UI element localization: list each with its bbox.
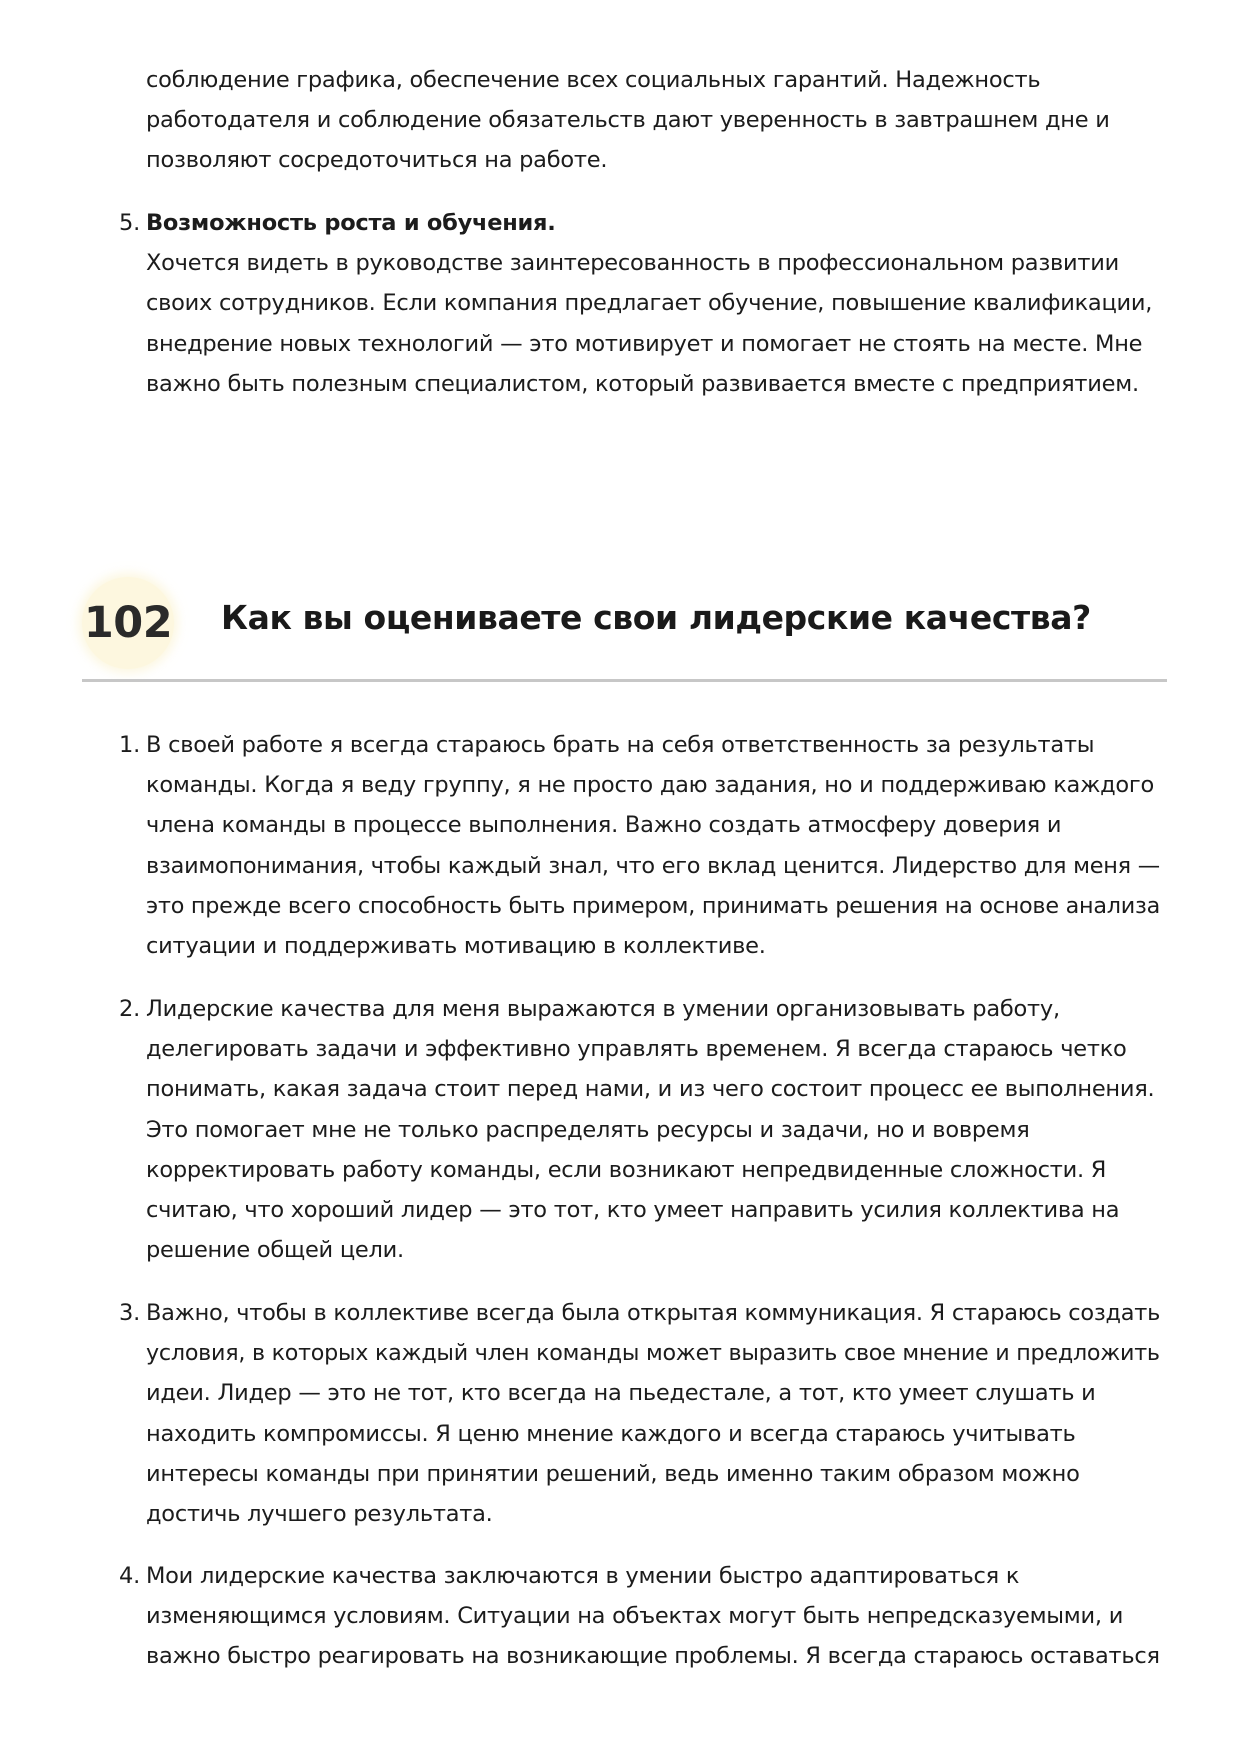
list-item-heading: Возможность роста и обучения. (146, 210, 556, 236)
text-line: своих сотрудников. Если компания предлагает обучение, повышение квалификации, (146, 290, 1153, 317)
answer-item-3 (146, 1293, 1173, 1534)
question-number: 102 (83, 598, 173, 648)
text-line: соблюдение графика, обеспечение всех социальных гарантий. Надежность (146, 67, 1041, 93)
text-line: внедрение новых технологий — это мотивирует и помогает не стоять на месте. Мне (146, 330, 1143, 357)
text-line: Важно, чтобы в коллективе всегда была открытая коммуникация. Я стараюсь создать (146, 1300, 1161, 1326)
question-title: Как вы оцениваете свои лидерские качества? (221, 598, 1091, 637)
text-line: это прежде всего способность быть примером, принимать решения на основе анализа (146, 892, 1160, 919)
answer-item-4 (146, 1556, 1162, 1677)
question-header (82, 575, 1167, 685)
text-line: понимать, какая задача стоит перед нами, и из чего состоит процесс ее выполнения. (146, 1076, 1155, 1103)
text-line: Мои лидерские качества заключаются в умении быстро адаптироваться к (146, 1563, 1020, 1589)
text-line: ситуации и поддерживать мотивацию в коллективе. (146, 933, 766, 960)
text-line: условия, в которых каждый член команды может выразить свое мнение и предложить (146, 1340, 1160, 1367)
header-divider (82, 679, 1167, 682)
text-line: члена команды в процессе выполнения. Важно создать атмосферу доверия и (146, 812, 1062, 839)
list-item-number: 1. (119, 732, 140, 758)
text-line: позволяют сосредоточиться на работе. (146, 147, 608, 174)
text-line: делегировать задачи и эффективно управлять временем. Я всегда стараюсь четко (146, 1036, 1127, 1063)
list-item-number: 2. (119, 996, 140, 1022)
text-line: считаю, что хороший лидер — это тот, кто умеет направить усилия коллектива на (146, 1197, 1120, 1224)
list-item-number: 3. (119, 1300, 140, 1326)
text-line: важно быстро реагировать на возникающие проблемы. Я всегда стараюсь оставаться (146, 1643, 1160, 1670)
text-line: В своей работе я всегда стараюсь брать на себя ответственность за результаты (146, 732, 1095, 758)
text-line: решение общей цели. (146, 1237, 404, 1264)
text-line: идеи. Лидер — это не тот, кто всегда на пьедестале, а тот, кто умеет слушать и (146, 1380, 1096, 1407)
text-line: достичь лучшего результата. (146, 1501, 493, 1528)
prev-item-continuation (146, 60, 1110, 181)
answer-item-2 (146, 989, 1154, 1270)
text-line: Лидерские качества для меня выражаются в умении организовывать работу, (146, 996, 1060, 1022)
answer-item-1 (146, 725, 1170, 966)
list-item-number: 4. (119, 1563, 140, 1589)
text-line: взаимопонимания, чтобы каждый знал, что его вклад ценится. Лидерство для меня — (146, 852, 1160, 879)
text-line: Это помогает мне не только распределять ресурсы и задачи, но и вовремя (146, 1116, 1030, 1143)
text-line: находить компромиссы. Я ценю мнение каждого и всегда стараюсь учитывать (146, 1420, 1076, 1447)
text-line: Хочется видеть в руководстве заинтересованность в профессиональном развитии (146, 250, 1120, 277)
list-item-5 (146, 203, 1152, 404)
text-line: интересы команды при принятии решений, ведь именно таким образом можно (146, 1460, 1080, 1487)
text-line: важно быть полезным специалистом, который развивается вместе с предприятием. (146, 370, 1139, 397)
text-line: изменяющимся условиям. Ситуации на объектах могут быть непредсказуемыми, и (146, 1603, 1124, 1630)
text-line: корректировать работу команды, если возникают непредвиденные сложности. Я (146, 1156, 1107, 1183)
text-line: работодателя и соблюдение обязательств дают уверенность в завтрашнем дне и (146, 107, 1110, 134)
list-item-number: 5. (119, 210, 140, 236)
text-line: команды. Когда я веду группу, я не просто даю задания, но и поддерживаю каждого (146, 772, 1154, 799)
